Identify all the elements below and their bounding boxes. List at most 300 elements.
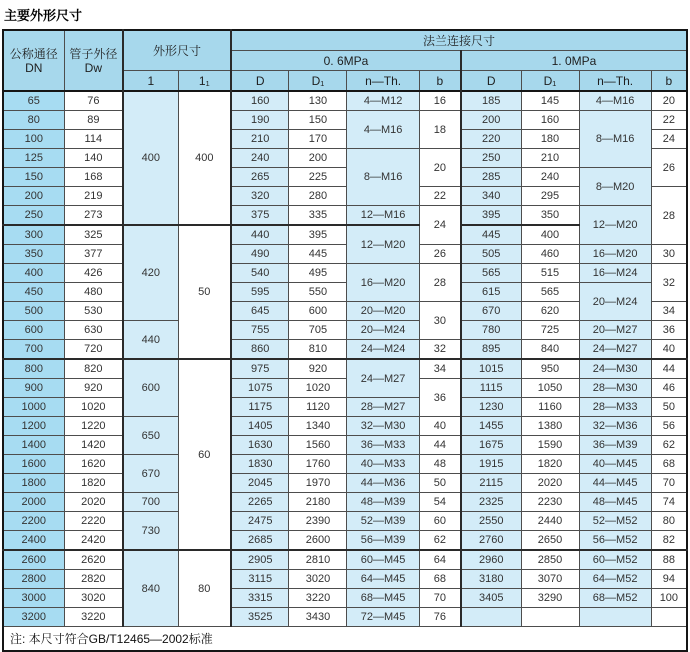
cell-l1: 50 — [178, 225, 231, 359]
cell-d: 265 — [231, 168, 289, 187]
table-row — [3, 455, 687, 474]
cell-d1: 3290 — [521, 589, 579, 608]
cell-d: 285 — [461, 168, 521, 187]
cell-dn: 65 — [3, 91, 64, 111]
cell-nth: 68—M45 — [347, 589, 419, 608]
cell-nth: 36—M33 — [347, 436, 419, 455]
cell-nth: 28—M33 — [579, 398, 651, 417]
cell-nth: 56—M52 — [579, 531, 651, 551]
cell-nth: 4—M12 — [347, 91, 419, 111]
table-body — [3, 91, 687, 627]
cell-d1: 1560 — [289, 436, 347, 455]
cell-dn: 1000 — [3, 398, 64, 417]
cell-d1: 2600 — [289, 531, 347, 551]
table-row — [3, 340, 687, 360]
table-row — [3, 245, 687, 264]
cell-d1: 565 — [521, 283, 579, 302]
cell-d1: 160 — [521, 111, 579, 130]
cell-d1: 600 — [289, 302, 347, 321]
cell-d: 3115 — [231, 570, 289, 589]
col-header-b-10: b — [651, 71, 687, 92]
cell-dw: 530 — [64, 302, 123, 321]
cell-dw: 219 — [64, 187, 123, 206]
cell-d: 340 — [461, 187, 521, 206]
cell-d: 1115 — [461, 379, 521, 398]
cell-nth: 12—M20 — [579, 206, 651, 245]
cell-nth: 24—M27 — [347, 359, 419, 398]
cell-nth: 16—M20 — [579, 245, 651, 264]
cell-nth — [579, 608, 651, 627]
cell-nth: 56—M39 — [347, 531, 419, 551]
cell-b: 20 — [651, 91, 687, 111]
cell-d: 2325 — [461, 493, 521, 512]
cell-nth: 40—M33 — [347, 455, 419, 474]
cell-b: 62 — [651, 436, 687, 455]
cell-l1: 60 — [178, 359, 231, 550]
cell-d: 3180 — [461, 570, 521, 589]
cell-d: 975 — [231, 359, 289, 379]
cell-nth: 4—M16 — [347, 111, 419, 149]
cell-d: 540 — [231, 264, 289, 283]
cell-nth: 36—M39 — [579, 436, 651, 455]
cell-nth: 60—M52 — [579, 550, 651, 570]
cell-b: 70 — [419, 589, 461, 608]
cell-nth: 24—M27 — [579, 340, 651, 360]
cell-dw: 168 — [64, 168, 123, 187]
cell-l: 670 — [123, 455, 178, 493]
cell-d1: 3220 — [289, 589, 347, 608]
cell-dn: 350 — [3, 245, 64, 264]
col-header-l1: 1₁ — [178, 71, 231, 92]
cell-dw: 2420 — [64, 531, 123, 551]
table-header — [3, 30, 687, 91]
cell-d1: 725 — [521, 321, 579, 340]
cell-d: 240 — [231, 149, 289, 168]
table-row — [3, 417, 687, 436]
cell-dw: 3220 — [64, 608, 123, 627]
cell-b: 82 — [651, 531, 687, 551]
cell-dn: 1400 — [3, 436, 64, 455]
cell-b: 24 — [651, 130, 687, 149]
cell-nth: 48—M39 — [347, 493, 419, 512]
col-header-d1-06: D₁ — [289, 71, 347, 92]
cell-nth: 72—M45 — [347, 608, 419, 627]
cell-dn: 450 — [3, 283, 64, 302]
cell-d1: 280 — [289, 187, 347, 206]
cell-d1: 2850 — [521, 550, 579, 570]
cell-dw: 1620 — [64, 455, 123, 474]
page-title: 主要外形尺寸 — [4, 8, 83, 23]
cell-d: 1075 — [231, 379, 289, 398]
cell-nth: 32—M36 — [579, 417, 651, 436]
cell-d1: 2810 — [289, 550, 347, 570]
col-header-dw — [64, 30, 123, 91]
cell-d1: 180 — [521, 130, 579, 149]
cell-nth: 24—M30 — [579, 359, 651, 379]
cell-d: 395 — [461, 206, 521, 226]
cell-d1: 1590 — [521, 436, 579, 455]
cell-dn: 300 — [3, 225, 64, 245]
cell-d: 160 — [231, 91, 289, 111]
table-row — [3, 512, 687, 531]
cell-dw: 820 — [64, 359, 123, 379]
cell-l: 420 — [123, 225, 178, 321]
cell-d: 2475 — [231, 512, 289, 531]
cell-dw: 630 — [64, 321, 123, 340]
cell-d: 1455 — [461, 417, 521, 436]
cell-b: 74 — [651, 493, 687, 512]
cell-nth: 40—M45 — [579, 455, 651, 474]
cell-nth: 64—M52 — [579, 570, 651, 589]
table-row — [3, 91, 687, 111]
cell-d: 595 — [231, 283, 289, 302]
cell-nth: 4—M16 — [579, 91, 651, 111]
cell-nth: 12—M20 — [347, 225, 419, 264]
cell-d1: 1160 — [521, 398, 579, 417]
cell-nth: 12—M16 — [347, 206, 419, 226]
cell-dw: 76 — [64, 91, 123, 111]
col-header-nth-06: n—Th. — [347, 71, 419, 92]
cell-d1: 1760 — [289, 455, 347, 474]
cell-dw: 2220 — [64, 512, 123, 531]
cell-dw: 480 — [64, 283, 123, 302]
cell-b: 16 — [419, 91, 461, 111]
cell-b: 80 — [651, 512, 687, 531]
cell-b: 28 — [419, 264, 461, 302]
cell-b: 40 — [419, 417, 461, 436]
note-row — [3, 627, 687, 652]
cell-d: 2905 — [231, 550, 289, 570]
cell-b: 44 — [419, 436, 461, 455]
cell-dn: 2600 — [3, 550, 64, 570]
cell-nth: 20—M24 — [347, 321, 419, 340]
cell-l: 700 — [123, 493, 178, 512]
col-header-outline: 外形尺寸 — [123, 30, 231, 71]
cell-dn: 100 — [3, 130, 64, 149]
cell-dw: 325 — [64, 225, 123, 245]
cell-d: 670 — [461, 302, 521, 321]
cell-dw: 114 — [64, 130, 123, 149]
table-row — [3, 321, 687, 340]
cell-dn: 400 — [3, 264, 64, 283]
cell-nth: 8—M20 — [579, 168, 651, 206]
cell-d: 1175 — [231, 398, 289, 417]
cell-dn: 3200 — [3, 608, 64, 627]
cell-dw: 2820 — [64, 570, 123, 589]
cell-dn: 600 — [3, 321, 64, 340]
cell-d1: 210 — [521, 149, 579, 168]
cell-d1: 3020 — [289, 570, 347, 589]
cell-d: 1015 — [461, 359, 521, 379]
cell-l: 730 — [123, 512, 178, 551]
cell-b: 34 — [419, 359, 461, 379]
cell-dn: 150 — [3, 168, 64, 187]
cell-dw: 720 — [64, 340, 123, 360]
table-row — [3, 264, 687, 283]
cell-b: 36 — [419, 379, 461, 417]
cell-b: 88 — [651, 550, 687, 570]
cell-b: 22 — [419, 187, 461, 206]
col-header-dn — [3, 30, 64, 91]
cell-b: 30 — [419, 302, 461, 340]
table-row — [3, 608, 687, 627]
cell-d: 2685 — [231, 531, 289, 551]
cell-d1: 400 — [521, 225, 579, 245]
cell-d1: 350 — [521, 206, 579, 226]
cell-d: 615 — [461, 283, 521, 302]
cell-dn: 2400 — [3, 531, 64, 551]
cell-d1: 515 — [521, 264, 579, 283]
cell-d1: 840 — [521, 340, 579, 360]
cell-nth: 48—M45 — [579, 493, 651, 512]
table-row — [3, 570, 687, 589]
cell-b: 48 — [419, 455, 461, 474]
cell-l: 650 — [123, 417, 178, 455]
cell-d: 505 — [461, 245, 521, 264]
cell-d1: 1120 — [289, 398, 347, 417]
cell-d1: 1970 — [289, 474, 347, 493]
table-row — [3, 398, 687, 417]
cell-nth: 24—M24 — [347, 340, 419, 360]
cell-d: 1915 — [461, 455, 521, 474]
cell-dn: 3000 — [3, 589, 64, 608]
cell-b: 60 — [419, 512, 461, 531]
cell-b: 40 — [651, 340, 687, 360]
cell-d: 755 — [231, 321, 289, 340]
col-header-d1-10: D₁ — [521, 71, 579, 92]
cell-b: 34 — [651, 302, 687, 321]
cell-d1: 1820 — [521, 455, 579, 474]
cell-d: 860 — [231, 340, 289, 360]
table-row — [3, 493, 687, 512]
cell-b: 28 — [651, 187, 687, 245]
cell-d1: 2230 — [521, 493, 579, 512]
cell-b: 26 — [651, 149, 687, 187]
cell-dn: 2200 — [3, 512, 64, 531]
cell-b: 26 — [419, 245, 461, 264]
cell-b: 76 — [419, 608, 461, 627]
cell-d: 2045 — [231, 474, 289, 493]
cell-d: 1675 — [461, 436, 521, 455]
cell-d1: 1020 — [289, 379, 347, 398]
col-header-dw-cn: 管子外径 — [69, 46, 118, 61]
cell-nth: 32—M30 — [347, 417, 419, 436]
col-header-d-06: D — [231, 71, 289, 92]
cell-d1: 550 — [289, 283, 347, 302]
cell-dn: 80 — [3, 111, 64, 130]
table-row — [3, 283, 687, 302]
table-row — [3, 531, 687, 551]
cell-dw: 426 — [64, 264, 123, 283]
cell-dn: 500 — [3, 302, 64, 321]
cell-b: 50 — [419, 474, 461, 493]
cell-d1: 295 — [521, 187, 579, 206]
cell-dn: 1600 — [3, 455, 64, 474]
cell-nth: 52—M52 — [579, 512, 651, 531]
cell-d: 190 — [231, 111, 289, 130]
cell-d: 2960 — [461, 550, 521, 570]
cell-d: 780 — [461, 321, 521, 340]
cell-d: 1630 — [231, 436, 289, 455]
cell-b: 20 — [419, 149, 461, 187]
cell-d: 490 — [231, 245, 289, 264]
cell-d1: 2390 — [289, 512, 347, 531]
cell-b: 24 — [419, 206, 461, 245]
cell-dn: 250 — [3, 206, 64, 226]
cell-d1: 2650 — [521, 531, 579, 551]
cell-dw: 2020 — [64, 493, 123, 512]
cell-d: 320 — [231, 187, 289, 206]
cell-nth: 8—M16 — [579, 111, 651, 168]
cell-dw: 140 — [64, 149, 123, 168]
cell-d: 440 — [231, 225, 289, 245]
cell-d: 1230 — [461, 398, 521, 417]
cell-d1: 950 — [521, 359, 579, 379]
cell-d1: 620 — [521, 302, 579, 321]
cell-b: 100 — [651, 589, 687, 608]
cell-d: 3405 — [461, 589, 521, 608]
col-header-dw-en: Dw — [84, 60, 102, 75]
cell-nth: 16—M20 — [347, 264, 419, 302]
cell-nth: 44—M45 — [579, 474, 651, 493]
cell-d1: 460 — [521, 245, 579, 264]
col-header-l: 1 — [123, 71, 178, 92]
cell-b: 62 — [419, 531, 461, 551]
cell-nth: 8—M16 — [347, 149, 419, 206]
cell-nth: 60—M45 — [347, 550, 419, 570]
cell-b: 70 — [651, 474, 687, 493]
cell-d: 1405 — [231, 417, 289, 436]
cell-d1: 1050 — [521, 379, 579, 398]
cell-l: 440 — [123, 321, 178, 360]
cell-d — [461, 608, 521, 627]
cell-d1: 2020 — [521, 474, 579, 493]
cell-b: 32 — [419, 340, 461, 360]
cell-b: 18 — [419, 111, 461, 149]
cell-dn: 200 — [3, 187, 64, 206]
cell-d: 210 — [231, 130, 289, 149]
cell-dw: 273 — [64, 206, 123, 226]
cell-d1: 445 — [289, 245, 347, 264]
cell-d: 185 — [461, 91, 521, 111]
cell-d1: 200 — [289, 149, 347, 168]
cell-dn: 1200 — [3, 417, 64, 436]
cell-d: 645 — [231, 302, 289, 321]
cell-d1: 150 — [289, 111, 347, 130]
dimension-table — [2, 29, 688, 652]
cell-nth: 20—M20 — [347, 302, 419, 321]
col-header-flange: 法兰连接尺寸 — [231, 30, 687, 51]
table-row — [3, 436, 687, 455]
cell-dw: 2620 — [64, 550, 123, 570]
cell-dw: 89 — [64, 111, 123, 130]
cell-d: 2550 — [461, 512, 521, 531]
cell-dw: 1220 — [64, 417, 123, 436]
cell-d1: 395 — [289, 225, 347, 245]
cell-d1 — [521, 608, 579, 627]
cell-d1: 3070 — [521, 570, 579, 589]
cell-dn: 125 — [3, 149, 64, 168]
cell-d1: 145 — [521, 91, 579, 111]
table-row — [3, 379, 687, 398]
cell-d: 895 — [461, 340, 521, 360]
table-row — [3, 359, 687, 379]
col-header-10mpa: 1. 0MPa — [461, 51, 687, 71]
cell-d1: 1380 — [521, 417, 579, 436]
col-header-nth-10: n—Th. — [579, 71, 651, 92]
cell-dw: 3020 — [64, 589, 123, 608]
cell-d1: 2440 — [521, 512, 579, 531]
col-header-d-10: D — [461, 71, 521, 92]
cell-b: 64 — [419, 550, 461, 570]
cell-d1: 810 — [289, 340, 347, 360]
col-header-06mpa: 0. 6MPa — [231, 51, 461, 71]
cell-d1: 335 — [289, 206, 347, 226]
cell-b: 68 — [651, 455, 687, 474]
table-row — [3, 474, 687, 493]
table-row — [3, 206, 687, 226]
col-header-dn-cn: 公称通径 — [9, 46, 58, 61]
cell-d: 565 — [461, 264, 521, 283]
col-header-dn-en: DN — [25, 60, 43, 75]
cell-nth: 68—M52 — [579, 589, 651, 608]
cell-l1: 80 — [178, 550, 231, 627]
cell-dn: 2800 — [3, 570, 64, 589]
cell-d1: 2180 — [289, 493, 347, 512]
cell-d1: 1340 — [289, 417, 347, 436]
cell-d: 3315 — [231, 589, 289, 608]
cell-d: 200 — [461, 111, 521, 130]
table-row — [3, 111, 687, 130]
table-row — [3, 168, 687, 187]
cell-b: 94 — [651, 570, 687, 589]
cell-dn: 2000 — [3, 493, 64, 512]
cell-dn: 1800 — [3, 474, 64, 493]
cell-d1: 3430 — [289, 608, 347, 627]
cell-b: 36 — [651, 321, 687, 340]
table-row — [3, 550, 687, 570]
cell-d: 1830 — [231, 455, 289, 474]
cell-nth: 20—M27 — [579, 321, 651, 340]
cell-b: 54 — [419, 493, 461, 512]
cell-d: 3525 — [231, 608, 289, 627]
cell-nth: 52—M39 — [347, 512, 419, 531]
cell-b: 68 — [419, 570, 461, 589]
cell-b: 50 — [651, 398, 687, 417]
cell-d1: 170 — [289, 130, 347, 149]
cell-d1: 225 — [289, 168, 347, 187]
cell-nth: 44—M36 — [347, 474, 419, 493]
cell-d: 375 — [231, 206, 289, 226]
standard-note: 注: 本尺寸符合GB/T12465—2002标准 — [3, 627, 687, 652]
cell-d1: 240 — [521, 168, 579, 187]
cell-dn: 900 — [3, 379, 64, 398]
cell-d: 250 — [461, 149, 521, 168]
cell-b — [651, 608, 687, 627]
cell-d: 445 — [461, 225, 521, 245]
cell-d: 2265 — [231, 493, 289, 512]
cell-dn: 800 — [3, 359, 64, 379]
cell-dw: 920 — [64, 379, 123, 398]
cell-b: 46 — [651, 379, 687, 398]
table-row — [3, 589, 687, 608]
cell-b: 44 — [651, 359, 687, 379]
cell-b: 22 — [651, 111, 687, 130]
cell-nth: 20—M24 — [579, 283, 651, 321]
cell-d: 2115 — [461, 474, 521, 493]
cell-dw: 1020 — [64, 398, 123, 417]
cell-d1: 920 — [289, 359, 347, 379]
